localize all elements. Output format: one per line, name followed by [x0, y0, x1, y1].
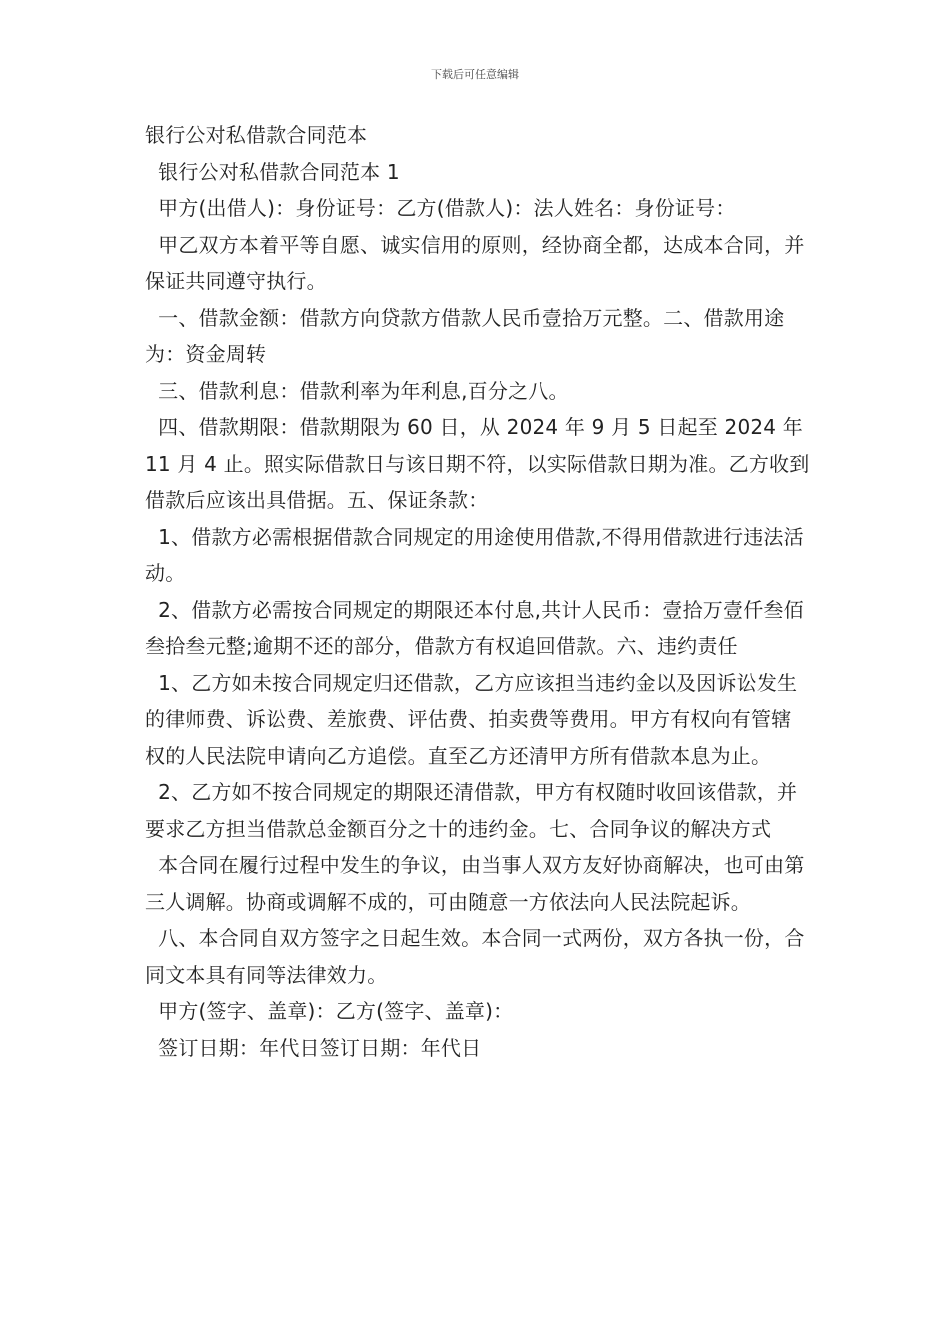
- document-title: 银行公对私借款合同范本: [145, 123, 368, 147]
- paragraph-subtitle: 银行公对私借款合同范本 1: [145, 159, 400, 184]
- paragraph-liability-2: 2、乙方如不按合同规定的期限还清借款，甲方有权随时收回该借款，并要求乙方担当借款总金额百分之十的违约金。七、合同争议的解决方式: [145, 780, 798, 841]
- paragraph-signatures: 甲方(签字、盖章)：乙方(签字、盖章)：: [145, 999, 514, 1023]
- paragraph-loan-amount: 一、借款金额：借款方向贷款方借款人民币壹拾万元整。二、借款用途为：资金周转: [145, 305, 785, 366]
- paragraph-sign-date: 签订日期：年代日签订日期：年代日: [145, 1035, 482, 1060]
- paragraph-liability-1: 1、乙方如未按合同规定归还借款，乙方应该担当违约金以及因诉讼发生的律师费、诉讼费、差旅费、评估费、拍卖费等费用。甲方有权向有管辖权的人民法院申请向乙方追偿。直至乙方还清甲方所有借款本息为止。: [145, 670, 798, 768]
- paragraph-loan-term: 四、借款期限：借款期限为 60 日，从 2024 年 9 月 5 日起至 2024 年 11 月 4 止。照实际借款日与该日期不符，以实际借款日期为准。乙方收到借款后应该出具借据。五、保证条款：: [145, 415, 810, 512]
- paragraph-preamble: 甲乙双方本着平等自愿、诚实信用的原则，经协商全都，达成本合同，并保证共同遵守执行。: [145, 232, 805, 293]
- document-body: [145, 117, 810, 1066]
- paragraph-dispute: 本合同在履行过程中发生的争议，由当事人双方友好协商解决，也可由第三人调解。协商或调解不成的，可由随意一方依法向人民法院起诉。: [145, 853, 805, 914]
- page-header-note: 下载后可任意编辑: [431, 68, 519, 81]
- paragraph-parties: 甲方(出借人)：身份证号：乙方(借款人)：法人姓名：身份证号：: [145, 196, 736, 220]
- paragraph-guarantee-1: 1、借款方必需根据借款合同规定的用途使用借款,不得用借款进行违法活动。: [145, 524, 804, 585]
- paragraph-guarantee-2: 2、借款方必需按合同规定的期限还本付息,共计人民币：壹拾万壹仟叁佰叁拾叁元整;逾期不还的部分，借款方有权追回借款。六、违约责任: [145, 597, 804, 658]
- paragraph-interest: 三、借款利息：借款利率为年利息,百分之八。: [145, 378, 569, 403]
- paragraph-effective: 八、本合同自双方签字之日起生效。本合同一式两份，双方各执一份，合同文本具有同等法律效力。: [145, 926, 805, 987]
